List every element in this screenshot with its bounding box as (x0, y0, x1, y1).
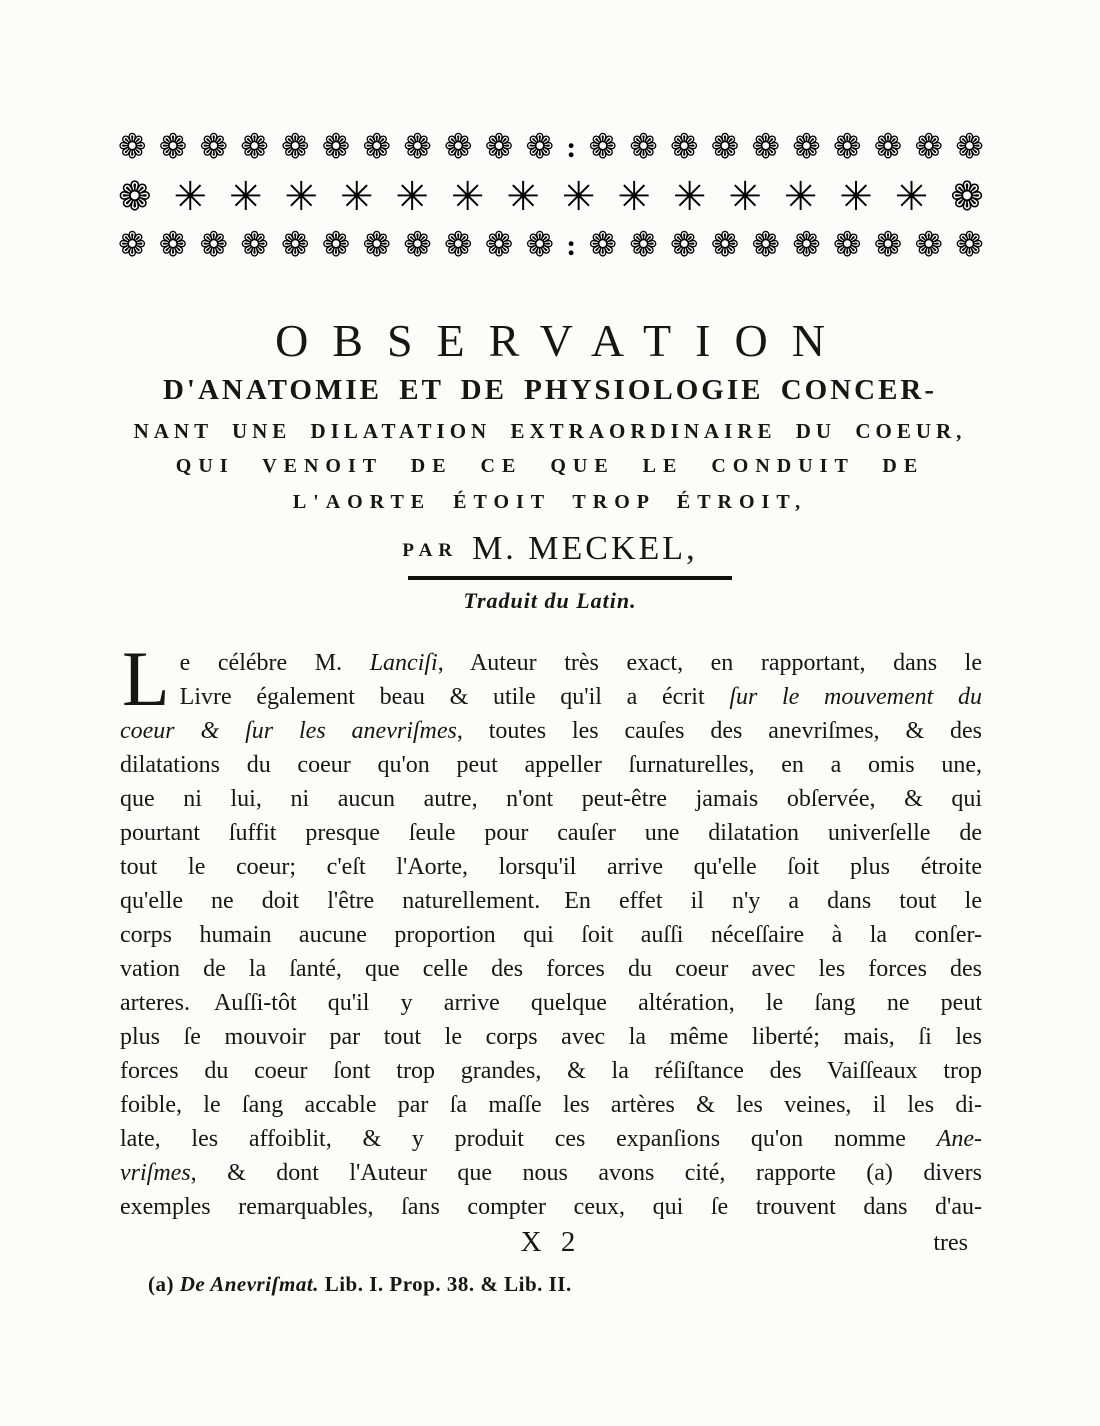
text-segment: Livre également beau & utile qu'il a écrit (179, 684, 730, 710)
body-line-5 (120, 782, 982, 816)
star-ornament-icon: ✳ (783, 174, 818, 219)
rosette-ornament-icon: ❁ (955, 129, 984, 166)
star-ornament-icon: ✳ (228, 174, 263, 219)
text-segment: ſur le mouvement du (729, 684, 982, 710)
rosette-ornament-icon: ❁ (525, 129, 554, 166)
body-line-15 (120, 1122, 982, 1156)
text-segment: pourtant ſuffit presque ſeule pour cauſer une dilatation univerſelle de (120, 820, 982, 846)
body-line-1 (120, 646, 982, 680)
text-segment: Lib. I. Prop. 38. & Lib. II. (318, 1272, 572, 1296)
body-line-12 (120, 1020, 982, 1054)
rosette-ornament-icon: ❁ (158, 129, 188, 166)
text-segment: De Anevriſmat. (179, 1272, 319, 1296)
author-name: M. MECKEL, (472, 530, 698, 567)
text-segment: arteres. Auſſi-tôt qu'il y arrive quelque altération, le ſang ne peut (120, 990, 982, 1016)
text-segment: plus ſe mouvoir par tout le corps avec la même liberté; mais, ſi les (120, 1024, 982, 1050)
rosette-ornament-icon: ❁ (321, 227, 351, 264)
byline (0, 530, 1100, 568)
body-line-14 (120, 1088, 982, 1122)
body-line-9 (120, 918, 982, 952)
rosette-ornament-icon: ❁ (199, 129, 228, 166)
rosette-ornament-icon: ❁ (955, 227, 984, 264)
ornament-star-row (118, 172, 984, 222)
rosette-ornament-icon: ❁ (710, 227, 740, 264)
rosette-ornament-icon: ❁ (873, 227, 903, 264)
text-segment: Ane- (936, 1126, 982, 1152)
catchword: tres (933, 1230, 968, 1256)
rosette-ornament-icon: ❁ (629, 129, 658, 166)
star-ornament-icon: ✳ (561, 174, 596, 219)
title-subtitle-line-4: L'AORTE ÉTOIT TROP ÉTROIT, (292, 491, 808, 513)
text-segment: , & dont l'Auteur que nous avons cité, rapporte (a) divers (190, 1160, 982, 1186)
title-subtitle-line-1: D'ANATOMIE ET DE PHYSIOLOGIE CONCER- (162, 374, 938, 406)
rosette-ornament-icon: ❁ (792, 227, 821, 264)
rosette-ornament-icon: ❁ (444, 227, 473, 264)
text-segment: e célébre M. (179, 650, 370, 676)
rosette-ornament-icon: ❁ (950, 174, 984, 219)
body-line-3 (120, 714, 982, 748)
body-paragraph (120, 635, 983, 1224)
rosette-ornament-icon: ❁ (670, 227, 699, 264)
body-line-10 (120, 952, 982, 986)
body-line-7 (120, 850, 982, 884)
rosette-ornament-icon: ❁ (792, 129, 821, 166)
rosette-ornament-icon: ❁ (444, 129, 473, 166)
text-segment: corps humain aucune proportion qui ſoit auſſi néceſſaire à la conſer- (120, 922, 982, 948)
star-ornament-icon: ✳ (339, 174, 374, 219)
star-ornament-icon: ✳ (173, 174, 207, 219)
rosette-ornament-icon: ❁ (240, 227, 269, 264)
rosette-ornament-icon: ❁ (403, 129, 432, 166)
byline-prefix: PAR (402, 540, 459, 561)
rosette-ornament-icon: ❁ (710, 129, 740, 166)
title-subtitle-line-2: NANT UNE DILATATION EXTRAORDINAIRE DU COEUR, (133, 419, 967, 443)
rosette-ornament-icon: ❁ (118, 227, 147, 264)
star-ornament-icon: ✳ (450, 174, 485, 219)
text-segment: , toutes les cauſes des anevriſmes, & des (456, 718, 982, 744)
rosette-ornament-icon: ❁ (833, 129, 862, 166)
rosette-ornament-icon: ❁ (199, 227, 228, 264)
body-line-2 (120, 680, 982, 714)
text-segment: foible, le ſang accable par ſa maſſe les artères & les veines, il les di- (120, 1092, 982, 1118)
text-segment: exemples remarquables, ſans compter ceux, qui ſe trouvent dans d'au- (120, 1194, 982, 1220)
rosette-ornament-icon: ❁ (118, 174, 152, 219)
rosette-ornament-icon: ❁ (833, 227, 862, 264)
rosette-ornament-icon: ❁ (525, 227, 554, 264)
byline-rule (408, 576, 732, 580)
text-segment: que ni lui, ni aucun autre, n'ont peut-être jamais obſervée, & qui (120, 786, 982, 812)
text-segment: qu'elle ne doit l'être naturellement. En effet il n'y a dans tout le (120, 888, 982, 914)
translation-note: Traduit du Latin. (463, 588, 637, 613)
rosette-ornament-icon: ❁ (484, 227, 514, 264)
rosette-ornament-icon: ❁ (873, 129, 903, 166)
star-ornament-icon: ✳ (395, 174, 429, 219)
star-ornament-icon: ✳ (839, 174, 873, 219)
rosette-ornament-icon: ❁ (281, 129, 310, 166)
rosette-ornament-icon: ❁ (588, 227, 617, 264)
rosette-ornament-icon: ❁ (281, 227, 310, 264)
text-segment: , Auteur très exact, en rapportant, dans le (437, 650, 983, 676)
signature-line (120, 1226, 982, 1262)
body-line-8 (120, 884, 982, 918)
body-line-16 (120, 1156, 982, 1190)
ornament-rosette-row-bottom (118, 222, 984, 270)
rosette-ornament-icon: ❁ (914, 227, 943, 264)
body-line-6 (120, 816, 982, 850)
rosette-ornament-icon: ❁ (362, 129, 391, 166)
text-segment: dilatations du coeur qu'on peut appeller ſurnaturelles, en a omis une, (120, 752, 982, 778)
rosette-ornament-icon: ❁ (914, 129, 943, 166)
body-line-11 (120, 986, 982, 1020)
signature-mark: X 2 (520, 1226, 582, 1258)
rosette-ornament-icon: ❁ (751, 129, 780, 166)
rosette-ornament-icon: ❁ (321, 129, 351, 166)
rosette-ornament-icon: ❁ (118, 129, 147, 166)
rosette-ornament-icon: ❁ (484, 129, 514, 166)
page-title: OBSERVATION (275, 315, 849, 366)
rosette-ornament-icon: ❁ (362, 227, 391, 264)
text-segment: (a) (148, 1272, 180, 1296)
star-ornament-icon: ✳ (894, 174, 929, 219)
rosette-ornament-icon: ❁ (403, 227, 432, 264)
text-segment: tout le coeur; c'eſt l'Aorte, lorsqu'il arrive qu'elle ſoit plus étroite (120, 854, 982, 880)
body-line-4 (120, 748, 982, 782)
text-segment: vation de la ſanté, que celle des forces du coeur avec les forces des (120, 956, 982, 982)
rosette-ornament-icon: ❁ (588, 129, 617, 166)
star-ornament-icon: ✳ (506, 174, 540, 219)
rosette-ornament-icon: ❁ (751, 227, 780, 264)
rosette-ornament-icon: ❁ (629, 227, 658, 264)
title-subtitle-line-3: QUI VENOIT DE CE QUE LE CONDUIT DE (175, 455, 925, 477)
header-ornament-band (118, 124, 984, 270)
ornament-divider: : (566, 131, 577, 164)
drop-cap: L (122, 635, 170, 722)
star-ornament-icon: ✳ (728, 174, 762, 219)
rosette-ornament-icon: ❁ (670, 129, 699, 166)
star-ornament-icon: ✳ (284, 174, 318, 219)
ornament-rosette-row-top (118, 124, 984, 172)
text-segment: Lanciſi (369, 650, 438, 676)
ornament-divider: : (566, 229, 577, 262)
text-segment: vriſmes (120, 1160, 191, 1186)
rosette-ornament-icon: ❁ (158, 227, 188, 264)
body-line-13 (120, 1054, 982, 1088)
body-line-17 (120, 1190, 982, 1224)
text-segment: late, les affoiblit, & y produit ces expanſions qu'on nomme (120, 1126, 937, 1152)
footnote (148, 1272, 908, 1297)
text-segment: forces du coeur ſont trop grandes, & la réſiſtance des Vaiſſeaux trop (120, 1058, 982, 1084)
rosette-ornament-icon: ❁ (240, 129, 269, 166)
text-segment: coeur & ſur les anevriſmes (120, 718, 457, 744)
star-ornament-icon: ✳ (672, 174, 707, 219)
star-ornament-icon: ✳ (617, 174, 651, 219)
